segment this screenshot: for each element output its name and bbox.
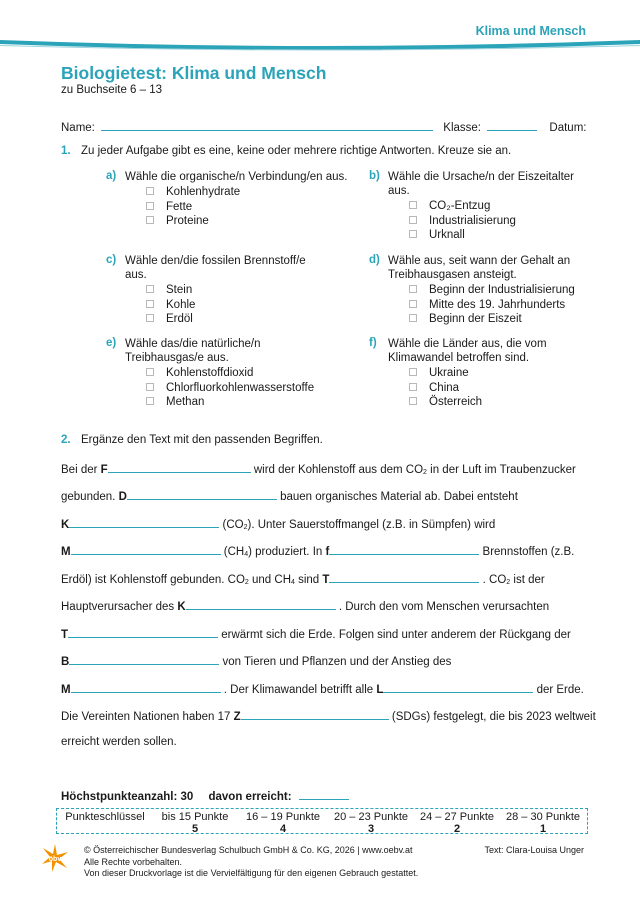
question-letter: f): [369, 337, 377, 349]
points-reached-label: davon erreicht:: [208, 791, 292, 803]
checkbox[interactable]: [409, 285, 417, 293]
cloze-line-6: Hauptverursacher des K . Durch den vom Menschen verursachten: [61, 598, 601, 613]
header-wave: [0, 36, 640, 52]
task-number: 2.: [61, 434, 71, 446]
option[interactable]: Industrialisierung: [409, 214, 619, 229]
option[interactable]: Kohlenstoffdioxid: [146, 366, 356, 381]
option[interactable]: Ukraine: [409, 366, 619, 381]
blank-field[interactable]: [68, 626, 218, 638]
option[interactable]: China: [409, 381, 619, 396]
blank-field[interactable]: [69, 516, 219, 528]
rights-text: Alle Rechte vorbehalten.: [84, 856, 183, 867]
question-letter: d): [369, 254, 380, 266]
option[interactable]: Fette: [146, 200, 356, 215]
question-f: [369, 337, 619, 410]
checkbox[interactable]: [409, 368, 417, 376]
checkbox[interactable]: [146, 383, 154, 391]
checkbox[interactable]: [146, 202, 154, 210]
grading-key-cell: 24 – 27 Punkte 2: [419, 811, 494, 835]
question-letter: c): [106, 254, 117, 266]
checkbox[interactable]: [409, 314, 417, 322]
blank-field[interactable]: [108, 461, 251, 473]
option[interactable]: Mitte des 19. Jahrhunderts: [409, 298, 619, 313]
cloze-line-8: B von Tieren und Pflanzen und der Anstieg des: [61, 653, 601, 668]
task-instruction: Ergänze den Text mit den passenden Begriffen.: [81, 434, 323, 446]
question-letter: a): [106, 170, 117, 182]
question-text: Wähle den/die fossilen Brennstoff/e aus.: [125, 255, 306, 281]
blank-field[interactable]: [71, 681, 221, 693]
class-field[interactable]: [487, 118, 537, 131]
checkbox[interactable]: [409, 216, 417, 224]
question-text: Wähle die Ursache/n der Eiszeitalter aus.: [388, 171, 574, 197]
checkbox[interactable]: [146, 187, 154, 195]
cloze-line-4: M $(CH_4)$ produziert. In f Brennstoffen (z.B.: [61, 543, 601, 558]
checkbox[interactable]: [146, 314, 154, 322]
blank-field[interactable]: [329, 571, 479, 583]
task-1-instruction: [61, 145, 511, 157]
blank-field[interactable]: [383, 681, 533, 693]
header-title: Klima und Mensch: [475, 24, 586, 38]
question-letter: e): [106, 337, 117, 349]
cloze-line-7: T erwärmt sich die Erde. Folgen sind unter anderem der Rückgang der: [61, 626, 601, 641]
checkbox[interactable]: [409, 230, 417, 238]
option[interactable]: Stein: [146, 283, 356, 298]
date-label: Datum:: [549, 122, 587, 134]
question-text: Wähle die Länder aus, die vom Klimawandel betroffen sind.: [388, 338, 547, 364]
option[interactable]: Kohlenhydrate: [146, 185, 356, 200]
grading-key-table: [56, 808, 588, 834]
page-subtitle: zu Buchseite 6 – 13: [61, 84, 163, 96]
task-2-instruction: [61, 434, 323, 446]
option[interactable]: Erdöl: [146, 312, 356, 327]
cloze-line-2: gebunden. D bauen organisches Material ab. Dabei entsteht: [61, 488, 601, 503]
blank-field[interactable]: [186, 598, 336, 610]
name-field[interactable]: [101, 118, 433, 131]
checkbox[interactable]: [146, 300, 154, 308]
author-credit: Text: Clara-Louisa Unger: [484, 845, 584, 855]
page-title: Biologietest: Klima und Mensch: [61, 63, 327, 83]
option[interactable]: Proteine: [146, 214, 356, 229]
question-text: Wähle das/die natürliche/n Treibhausgas/e aus.: [125, 338, 261, 364]
checkbox[interactable]: [146, 216, 154, 224]
checkbox[interactable]: [409, 300, 417, 308]
cloze-line-9: M . Der Klimawandel betrifft alle L der Erde.: [61, 681, 601, 696]
class-label: Klasse:: [443, 122, 481, 134]
student-info-row: [61, 118, 587, 134]
cloze-line-1: Bei der F wird der Kohlenstoff aus dem $CO_2$ in der Luft im Traubenzucker: [61, 461, 601, 476]
blank-field[interactable]: [127, 488, 277, 500]
blank-field[interactable]: [241, 708, 389, 720]
checkbox[interactable]: [146, 368, 154, 376]
grading-key-cell: 16 – 19 Punkte 4: [245, 811, 320, 835]
question-text: Wähle die organische/n Verbindung/en aus.: [125, 171, 348, 183]
blank-field[interactable]: [71, 543, 221, 555]
checkbox[interactable]: [409, 201, 417, 209]
max-points-label: Höchstpunkteanzahl: 30: [61, 791, 194, 803]
blank-field[interactable]: [329, 543, 479, 555]
usage-text: Von dieser Druckvorlage ist die Vervielfältigung für den eigenen Gebrauch gestattet.: [84, 868, 419, 878]
cloze-line-10: Die Vereinten Nationen haben 17 Z (SDGs) festgelegt, die bis 2023 weltweit: [61, 708, 601, 723]
copyright-text: © Österreichischer Bundesverlag Schulbuch GmbH & Co. KG, 2026 |: [84, 845, 363, 855]
grading-key-label: Punkteschlüssel: [65, 811, 145, 823]
task-instruction: Zu jeder Aufgabe gibt es eine, keine oder mehrere richtige Antworten. Kreuze sie an.: [81, 145, 512, 157]
question-text: Wähle aus, seit wann der Gehalt an Treibhausgasen ansteigt.: [388, 255, 571, 281]
svg-text:öbv: öbv: [48, 856, 62, 863]
score-row: [61, 788, 349, 803]
grading-key-cell: 28 – 30 Punkte 1: [505, 811, 580, 835]
checkbox[interactable]: [146, 285, 154, 293]
question-e: [106, 337, 356, 410]
checkbox[interactable]: [146, 397, 154, 405]
task-number: 1.: [61, 145, 71, 157]
question-b: [369, 170, 619, 243]
footer-text: [84, 845, 418, 880]
option[interactable]: Kohle: [146, 298, 356, 313]
cloze-line-3: K $(CO_2)$. Unter Sauerstoffmangel (z.B. in Sümpfen) wird: [61, 516, 601, 531]
checkbox[interactable]: [409, 397, 417, 405]
question-a: [106, 170, 356, 229]
option[interactable]: Beginn der Industrialisierung: [409, 283, 619, 298]
option[interactable]: CO₂-Entzug: [409, 199, 619, 214]
question-d: [369, 254, 619, 327]
points-reached-field[interactable]: [299, 788, 349, 800]
name-label: Name:: [61, 122, 95, 134]
question-c: [106, 254, 356, 327]
grading-key-cell: 20 – 23 Punkte 3: [333, 811, 408, 835]
cloze-line-5: Erdöl) ist Kohlenstoff gebunden. $CO_2$ und $CH_4$ sind T . $CO_2$ ist der: [61, 571, 601, 586]
option[interactable]: Österreich: [409, 395, 619, 410]
option[interactable]: Methan: [146, 395, 356, 410]
option[interactable]: Urknall: [409, 228, 619, 243]
grading-key-cell: bis 15 Punkte 5: [161, 811, 229, 835]
cloze-line-11: erreicht werden sollen.: [61, 736, 177, 748]
blank-field[interactable]: [69, 653, 219, 665]
option[interactable]: Chlorfluorkohlenwasserstoffe: [146, 381, 356, 396]
option[interactable]: Beginn der Eiszeit: [409, 312, 619, 327]
publisher-logo: [40, 843, 70, 873]
question-letter: b): [369, 170, 380, 182]
checkbox[interactable]: [409, 383, 417, 391]
publisher-link[interactable]: www.oebv.at: [362, 845, 413, 855]
